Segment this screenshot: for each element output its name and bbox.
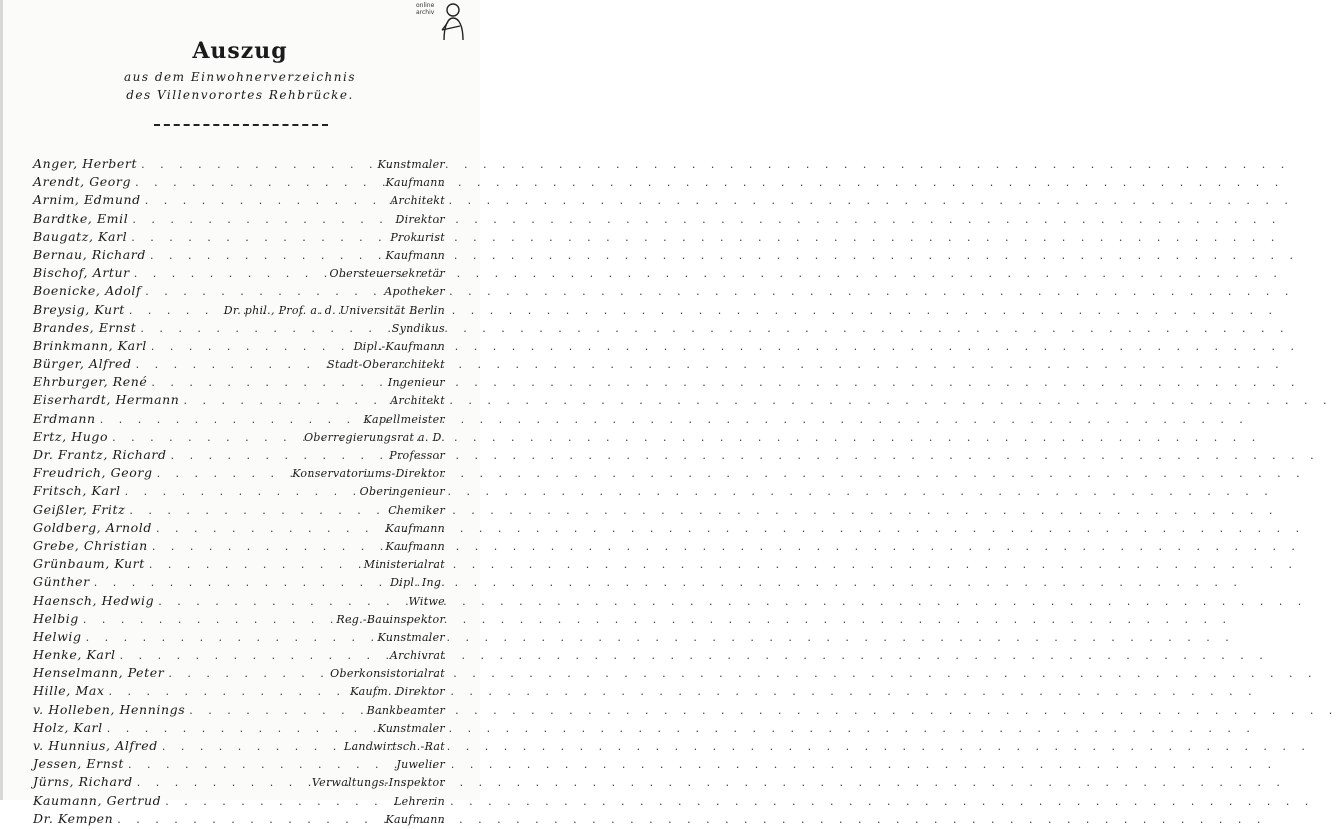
list-item: [33, 319, 445, 337]
list-item: [33, 355, 445, 373]
dot-leader: [151, 338, 351, 356]
resident-occupation: Konservatoriums-Direktor: [292, 467, 445, 481]
stamp-line-2: archiv: [416, 9, 435, 16]
resident-list: [33, 155, 445, 828]
dot-leader: [83, 611, 333, 629]
list-item: [33, 155, 445, 173]
list-item: [33, 191, 445, 209]
dot-leader: [150, 247, 383, 265]
list-item: [33, 792, 445, 810]
list-item: [33, 701, 445, 719]
dot-leader: [162, 738, 341, 756]
resident-name: Breysig, Kurt: [33, 301, 125, 317]
list-item: [33, 428, 445, 446]
resident-occupation: Kunstmaler: [377, 721, 445, 735]
resident-name: Arendt, Georg: [33, 174, 132, 190]
resident-occupation: Kaufmann: [385, 176, 445, 190]
dot-leader: [145, 192, 388, 210]
list-item: [33, 573, 445, 591]
resident-occupation: Direktor: [395, 212, 445, 226]
dot-leader: [120, 647, 387, 665]
resident-occupation: Landwirtsch.-Rat: [343, 740, 445, 753]
resident-occupation: Dipl. Ing.: [390, 576, 445, 590]
resident-name: Fritsch, Karl: [33, 483, 121, 499]
list-item: [33, 646, 445, 664]
dot-leader: [152, 538, 383, 556]
list-item: [33, 264, 445, 282]
resident-name: Dr. Kempen: [33, 810, 114, 826]
resident-occupation: Stadt-Oberarchitekt: [327, 358, 445, 372]
list-item: [33, 173, 445, 191]
dot-leader: [107, 720, 375, 738]
resident-occupation: Kaufm. Direktor: [350, 685, 445, 699]
dot-leader: [86, 629, 375, 647]
resident-name: Erdmann: [33, 410, 96, 426]
resident-occupation: Oberkonsistorialrat: [330, 667, 445, 681]
resident-occupation: Kapellmeister: [363, 412, 445, 426]
resident-occupation: Architekt: [390, 194, 445, 208]
list-item: [33, 719, 445, 737]
resident-name: Boenicke, Adolf: [33, 283, 142, 299]
list-item: [33, 555, 445, 573]
resident-name: Bürger, Alfred: [33, 356, 132, 372]
dot-leader: [141, 156, 374, 174]
dot-leader: [100, 411, 361, 429]
list-item: [33, 628, 445, 646]
resident-occupation: Chemiker: [388, 503, 445, 517]
dot-leader: [129, 302, 221, 320]
dot-leader: [132, 211, 392, 229]
resident-name: Brandes, Ernst: [33, 319, 137, 335]
resident-occupation: Kaufmann: [385, 812, 445, 826]
list-item: [33, 228, 445, 246]
list-item: [33, 501, 445, 519]
list-item: [33, 810, 445, 828]
list-item: [33, 282, 445, 300]
dot-leader: [137, 774, 309, 792]
dot-leader: [156, 520, 382, 538]
resident-occupation: Syndikus: [391, 321, 445, 335]
dot-leader: [136, 356, 325, 374]
resident-occupation: Bankbeamter: [366, 703, 445, 717]
dot-leader: [129, 502, 385, 520]
resident-name: Kaumann, Gertrud: [33, 792, 162, 808]
document-subtitle-line-1: aus dem Einwohnerverzeichnis: [123, 70, 356, 84]
dot-leader: [158, 593, 405, 611]
resident-name: v. Holleben, Hennings: [33, 701, 186, 717]
resident-name: Helbig: [33, 610, 79, 626]
resident-name: Jessen, Ernst: [33, 756, 125, 772]
list-item: [33, 664, 445, 682]
dot-leader: [165, 793, 391, 811]
resident-name: Eiserhardt, Hermann: [33, 392, 180, 408]
resident-occupation: Dipl.-Kaufmann: [353, 339, 445, 353]
resident-name: Henke, Karl: [33, 647, 116, 663]
resident-occupation: Dr. phil., Prof. a. d. Universität Berlin: [223, 303, 445, 317]
resident-occupation: Obersteuersekretär: [329, 267, 445, 281]
resident-name: Haensch, Hedwig: [33, 592, 155, 608]
resident-name: Hille, Max: [33, 683, 105, 699]
resident-name: Grünbaum, Kurt: [33, 556, 145, 572]
list-item: [33, 410, 445, 428]
dot-leader: [140, 320, 388, 338]
resident-occupation: Kaufmann: [385, 248, 445, 262]
dot-leader: [94, 574, 387, 592]
resident-name: Bischof, Artur: [33, 265, 130, 281]
dot-leader: [183, 392, 387, 410]
dot-leader: [128, 756, 393, 774]
list-item: [33, 464, 445, 482]
resident-name: Freudrich, Georg: [33, 465, 153, 481]
resident-name: Anger, Herbert: [33, 156, 138, 171]
resident-occupation: Kunstmaler: [377, 158, 445, 171]
dot-leader: [131, 229, 387, 247]
resident-name: Bernau, Richard: [33, 246, 146, 262]
resident-name: Goldberg, Arnold: [33, 519, 153, 535]
resident-occupation: Reg.-Bauinspektor: [336, 612, 445, 626]
page-edge: [0, 0, 3, 800]
resident-name: v. Hunnius, Alfred: [33, 738, 158, 753]
resident-name: Bardtke, Emil: [33, 210, 129, 226]
decorative-divider: [154, 124, 328, 126]
resident-occupation: Architekt: [390, 394, 445, 408]
resident-name: Baugatz, Karl: [33, 228, 128, 244]
list-item: [33, 301, 445, 319]
resident-name: Brinkmann, Karl: [33, 337, 147, 353]
list-item: [33, 482, 445, 500]
resident-occupation: Ingenieur: [387, 376, 445, 390]
resident-name: Grebe, Christian: [33, 537, 148, 553]
stamp-line-1: online: [416, 2, 435, 9]
list-item: [33, 337, 445, 355]
list-item: [33, 391, 445, 409]
resident-name: Jürns, Richard: [33, 774, 133, 790]
resident-occupation: Kaufmann: [385, 521, 445, 535]
dot-leader: [109, 683, 348, 701]
resident-occupation: Oberingenieur: [359, 485, 445, 499]
dot-leader: [145, 283, 381, 301]
resident-name: Ehrburger, René: [33, 374, 148, 390]
resident-occupation: Ministerialrat: [363, 558, 445, 572]
dot-leader: [112, 429, 301, 447]
list-item: [33, 755, 445, 773]
dot-leader: [117, 811, 382, 829]
resident-occupation: Verwaltungs-Inspektor: [311, 776, 445, 790]
resident-occupation: Witwe: [408, 594, 445, 608]
resident-occupation: Apotheker: [384, 285, 445, 299]
dot-leader: [125, 483, 357, 501]
dot-leader: [168, 665, 327, 683]
resident-occupation: Juwelier: [396, 758, 445, 772]
dot-leader: [171, 447, 387, 465]
resident-occupation: Oberregierungsrat a. D.: [304, 430, 445, 444]
resident-occupation: Kaufmann: [385, 539, 445, 553]
dot-leader: [157, 465, 290, 483]
resident-name: Helwig: [33, 628, 82, 644]
document-subtitle-line-2: des Villenvorortes Rehbrücke.: [126, 88, 354, 102]
resident-name: Ertz, Hugo: [33, 428, 109, 444]
resident-occupation: Kunstmaler: [377, 630, 445, 644]
document-page: [0, 0, 480, 826]
resident-name: Geißler, Fritz: [33, 501, 126, 517]
list-item: [33, 446, 445, 464]
list-item: [33, 592, 445, 610]
resident-name: Dr. Frantz, Richard: [33, 447, 167, 462]
list-item: [33, 519, 445, 537]
resident-occupation: Professor: [389, 449, 445, 462]
list-item: [33, 773, 445, 791]
stamp-label: [416, 2, 434, 16]
list-item: [33, 537, 445, 555]
dot-leader: [134, 265, 327, 283]
list-item: [33, 737, 445, 755]
dot-leader: [189, 702, 363, 720]
list-item: [33, 210, 445, 228]
list-item: [33, 373, 445, 391]
list-item: [33, 246, 445, 264]
document-title: Auszug: [192, 38, 288, 64]
resident-name: Arnim, Edmund: [33, 192, 141, 208]
list-item: [33, 682, 445, 700]
resident-occupation: Lehrerin: [394, 794, 445, 808]
dot-leader: [151, 374, 384, 392]
resident-name: Günther: [33, 574, 90, 590]
resident-occupation: Archivrat: [389, 649, 445, 663]
resident-occupation: Prokurist: [390, 230, 445, 244]
dot-leader: [135, 174, 382, 192]
dot-leader: [149, 556, 361, 574]
list-item: [33, 610, 445, 628]
resident-name: Holz, Karl: [33, 719, 103, 735]
resident-name: Henselmann, Peter: [33, 665, 165, 681]
reader-figure-icon: [438, 2, 466, 42]
